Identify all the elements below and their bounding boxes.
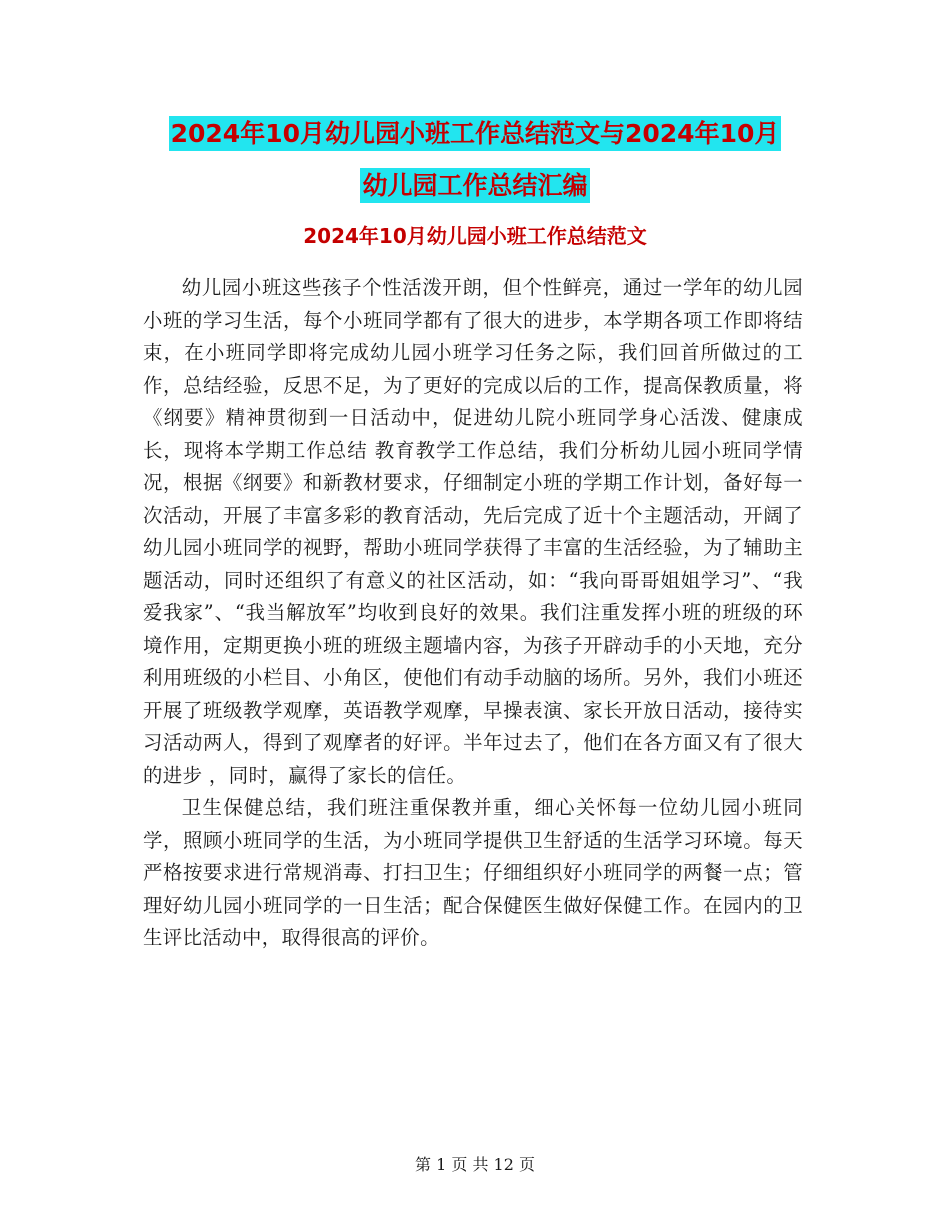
document-body	[143, 272, 803, 955]
section-title: 2024年10月幼儿园小班工作总结范文	[303, 224, 647, 248]
body-paragraph: 幼儿园小班这些孩子个性活泼开朗，但个性鲜亮，通过一学年的幼儿园小班的学习生活，每个小班同学都有了很大的进步，本学期各项工作即将结束，在小班同学即将完成幼儿园小班学习任务之际，我们回首所做过的工作，总结经验，反思不足，为了更好的完成以后的工作，提高保教质量，将《纲要》精神贯彻到一日活动中，促进幼儿院小班同学身心活泼、健康成长，现将本学期工作总结 教育教学工作总结，我们分析幼儿园小班同学情况，根据《纲要》和新教材要求，仔细制定小班的学期工作计划，备好每一次活动，开展了丰富多彩的教育活动，先后完成了近十个主题活动，开阔了幼儿园小班同学的视野，帮助小班同学获得了丰富的生活经验，为了辅助主题活动，同时还组织了有意义的社区活动，如：“我向哥哥姐姐学习”、“我爱我家”、“我当解放军”均收到良好的效果。我们注重发挥小班的班级的环境作用，定期更换小班的班级主题墙内容，为孩子开辟动手的小天地，充分利用班级的小栏目、小角区，使他们有动手动脑的场所。另外，我们小班还开展了班级教学观摩，英语教学观摩，早操表演、家长开放日活动，接待实习活动两人，得到了观摩者的好评。半年过去了，他们在各方面又有了很大的进步 ，同时，赢得了家长的信任。	[143, 276, 803, 787]
page-footer: 第 1 页 共 12 页	[415, 1155, 535, 1174]
body-paragraph: 卫生保健总结，我们班注重保教并重，细心关怀每一位幼儿园小班同学，照顾小班同学的生活，为小班同学提供卫生舒适的生活学习环境。每天严格按要求进行常规消毒、打扫卫生；仔细组织好小班同学的两餐一点；管理好幼儿园小班同学的一日生活；配合保健医生做好保健工作。在园内的卫生评比活动中，取得很高的评价。	[143, 796, 803, 949]
document-title-line-2: 幼儿园工作总结汇编	[360, 168, 589, 203]
document-title-line-1: 2024年10月幼儿园小班工作总结范文与2024年10月	[169, 116, 782, 151]
document-title	[0, 108, 950, 212]
